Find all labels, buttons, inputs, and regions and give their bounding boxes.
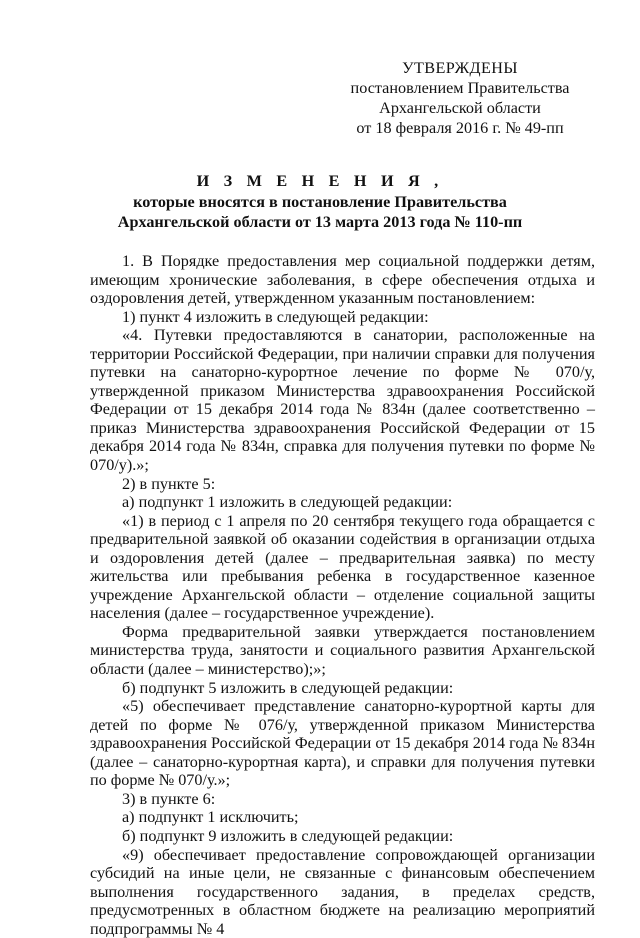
approval-line: Архангельской области bbox=[340, 98, 580, 118]
body-paragraph: «5) обеспечивает представление санаторно-курортной карты для детей по форме № 076/у, утвержденной приказом Министерства здравоохранения Российской Федерации от 15 декабря 2014 года № 834н (далее – санаторно-курортная карта), и справки для получения путевки по форме № 070/у.»; bbox=[90, 697, 595, 790]
title-heading: И З М Е Н Е Н И Я , bbox=[0, 171, 640, 191]
body-paragraph: б) подпункт 9 изложить в следующей редакции: bbox=[90, 827, 595, 846]
title-subline: Архангельской области от 13 марта 2013 года № 110-пп bbox=[0, 212, 640, 232]
document-title bbox=[0, 171, 640, 232]
body-paragraph: «1) в период с 1 апреля по 20 сентября текущего года обращается с предварительной заявкой об оказании содействия в организации отдыха и оздоровления детей (далее – предварительная заявка) по месту жительства или пребывания ребенка в государственное казенное учреждение Архангельской области – отделение социальной защиты населения (далее – государственное учреждение). bbox=[90, 512, 595, 623]
body-paragraph: Форма предварительной заявки утверждается постановлением министерства труда, занятости и социального развития Архангельской области (далее – министерство);»; bbox=[90, 623, 595, 679]
body-paragraph: 3) в пункте 6: bbox=[90, 790, 595, 809]
approval-stamp-block bbox=[340, 58, 580, 138]
body-paragraph: «4. Путевки предоставляются в санатории, расположенные на территории Российской Федерации, при наличии справки для получения путевки на санаторно-курортное лечение по форме № 070/у, утвержденной приказом Министерства здравоохранения Российской Федерации от 15 декабря 2014 года № 834н (далее соответственно – приказ Министерства здравоохранения Российской Федерации от 15 декабря 2014 года № 834н, справка для получения путевки по форме № 070/у).»; bbox=[90, 326, 595, 474]
body-paragraph: «9) обеспечивает предоставление сопровождающей организации субсидий на иные цели, не связанные с финансовым обеспечением выполнения государственного задания, в пределах средств, предусмотренных в областном бюджете на реализацию мероприятий подпрограммы № 4 bbox=[90, 846, 595, 938]
body-paragraph: 1. В Порядке предоставления мер социальной поддержки детям, имеющим хронические заболевания, в сфере обеспечения отдыха и оздоровления детей, утвержденном указанным постановлением: bbox=[90, 252, 595, 308]
approval-line: постановлением Правительства bbox=[340, 78, 580, 98]
body-paragraph: а) подпункт 1 изложить в следующей редакции: bbox=[90, 493, 595, 512]
body-paragraph: 2) в пункте 5: bbox=[90, 475, 595, 494]
title-subline: которые вносятся в постановление Правительства bbox=[0, 192, 640, 212]
body-paragraph: б) подпункт 5 изложить в следующей редакции: bbox=[90, 679, 595, 698]
document-body bbox=[90, 252, 595, 938]
approval-date-line: от 18 февраля 2016 г. № 49-пп bbox=[340, 118, 580, 138]
approval-heading: УТВЕРЖДЕНЫ bbox=[340, 58, 580, 78]
body-paragraph: а) подпункт 1 исключить; bbox=[90, 808, 595, 827]
body-paragraph: 1) пункт 4 изложить в следующей редакции: bbox=[90, 308, 595, 327]
